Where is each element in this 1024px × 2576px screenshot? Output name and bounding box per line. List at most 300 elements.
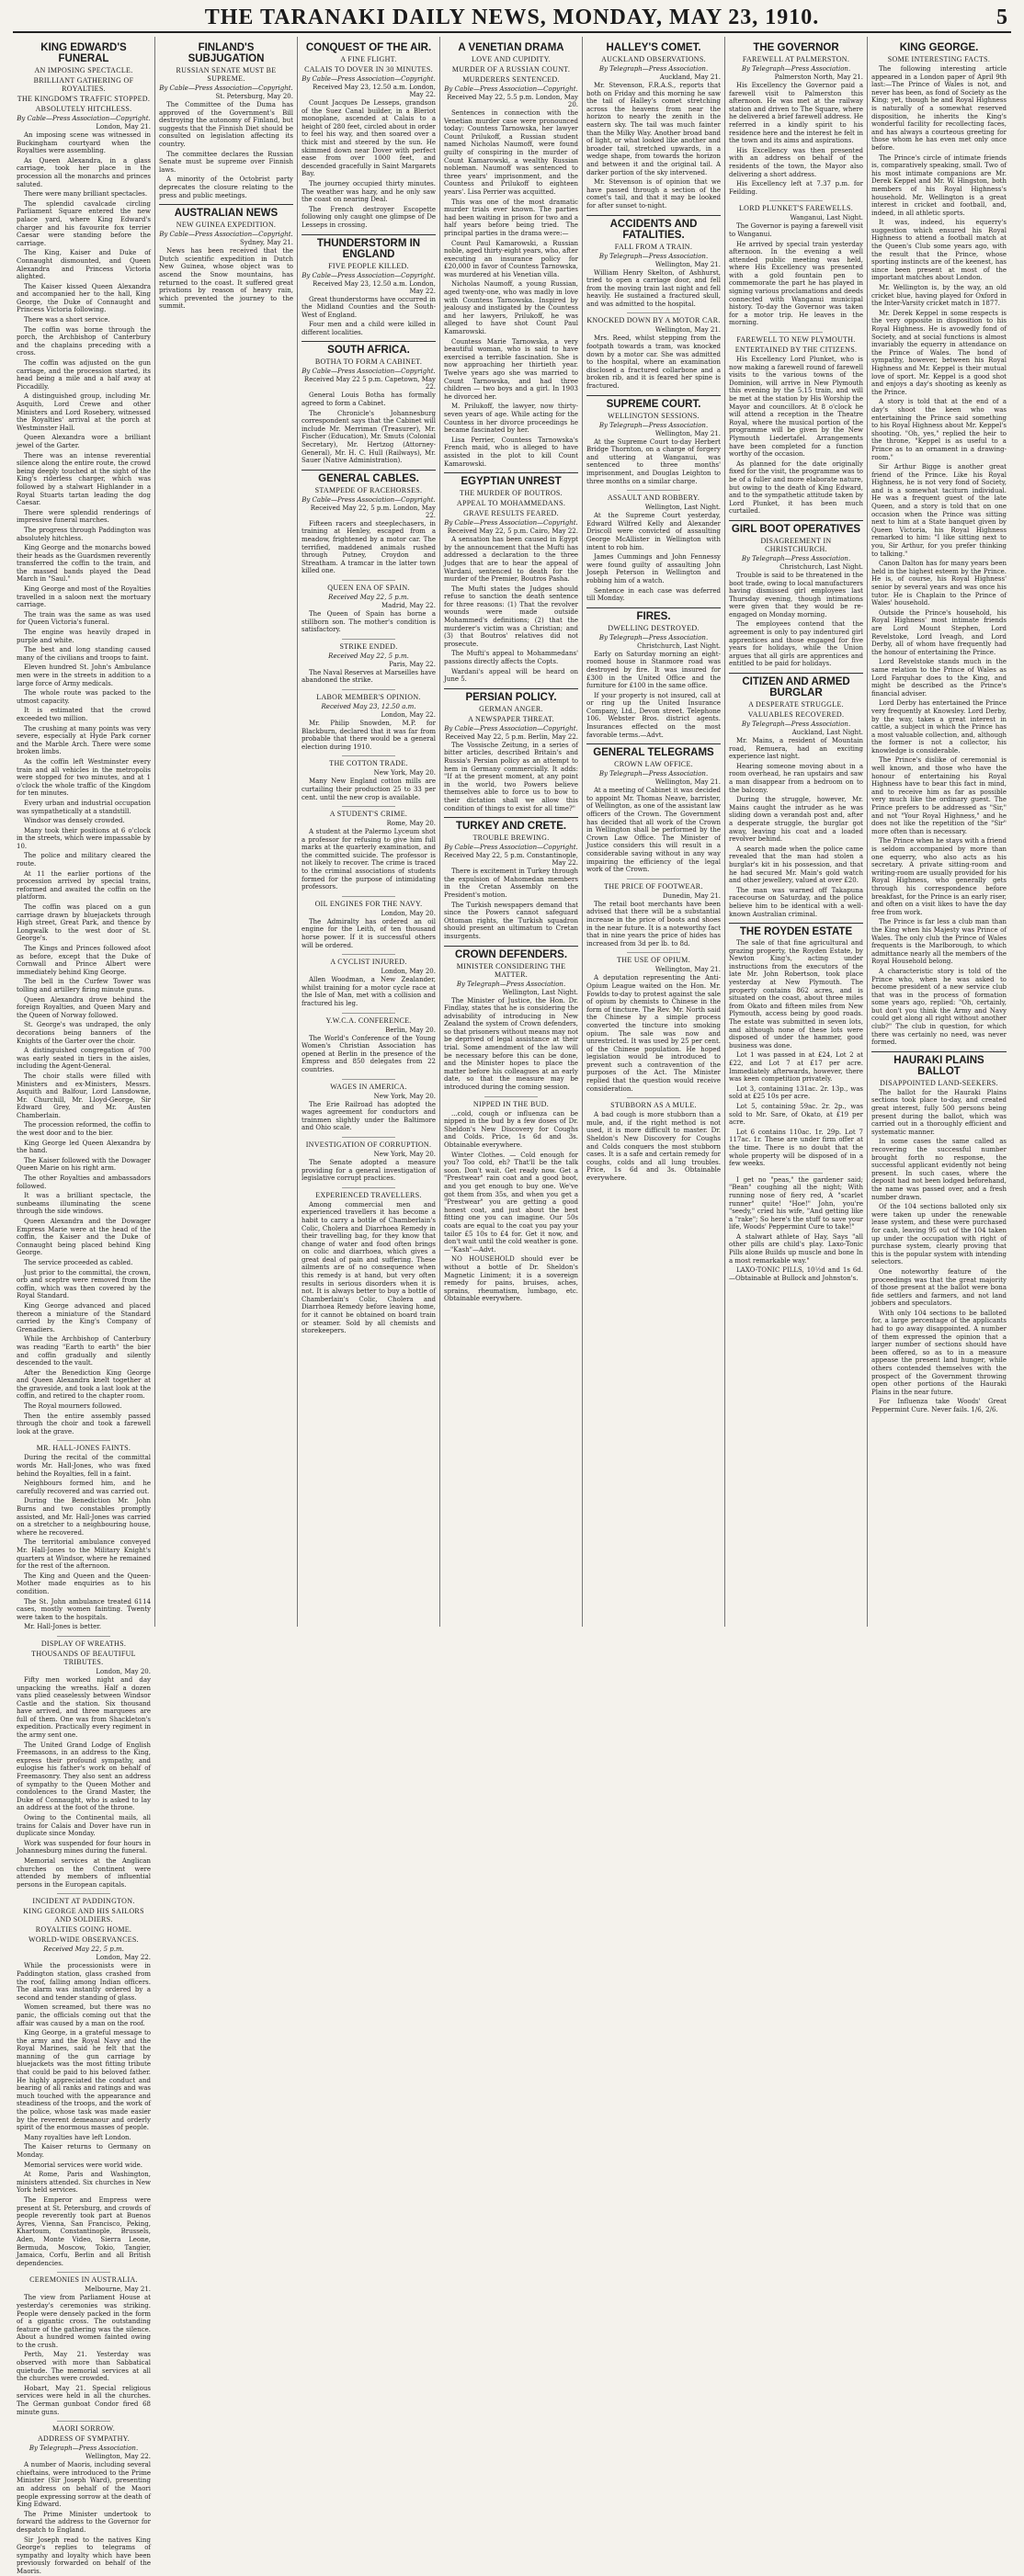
divider (769, 200, 823, 201)
divider (342, 954, 395, 955)
article-paragraph: The Governor is paying a farewell visit to Wanganui. (729, 222, 863, 238)
article-paragraph: M. Prilukoff, the lawyer, now thirty-seven years of age. While acting for the Countess in her divorce proceedings he became fascinated by her. (444, 403, 578, 435)
article-paragraph: I get no "peas," the gardener said; "Bean" coughing all the night; With running nose of fiery red, A "scarlet runner" quite! "Hoe!" John, you're "seedy," cried his wife, "And getting like a "rake"; So here's the stuff to save your life, Woods' Peppermint Cure to take!" (729, 1175, 863, 1231)
article-paragraph: The Naval Reserves at Marseilles have abandoned the strike. (302, 668, 436, 685)
article-byline: By Telegraph—Press Association. (598, 633, 709, 641)
article-subheading: SOME INTERESTING FACTS. (887, 55, 991, 63)
article-paragraph: He arrived by special train yesterday afternoon. In the evening a well attended public meeting was held, where His Excellency was presented with a gold fountain pen to commemorate the part he has played in signing various proclamations and deeds connected with Wanganui municipal history. To-day the Governor was taken for a motor trip. He leaves in the morning. (729, 240, 863, 327)
article (17, 1893, 151, 2267)
article-paragraph: Mrs. Reed, whilst stepping from the footpath towards a tram, was knocked down by a motor car. She was admitted to the hospital, where an examination disclosed a fractured collarbone and a broken rib, and it is feared her spine is fractured. (586, 335, 721, 391)
article (302, 639, 436, 685)
article-byline: By Cable—Press Association—Copyright. (444, 844, 578, 852)
article-paragraph: While the processionists were in Paddington station, glass crashed from the roof, falling among Indian officers. The alarm was instantly ordered by a second and tender standing of glass. (17, 1962, 151, 2002)
article-byline: By Cable—Press Association—Copyright. (302, 368, 436, 376)
divider (342, 755, 395, 756)
article-paragraph: NO HOUSEHOLD should ever be without a bottle of Dr. Sheldon's Magnetic Liniment; it is a sovereign remedy for pains, bruises, aches, sprains, rheumatism, lumbago, etc. Obtainable everywhere. (444, 1255, 578, 1303)
article-subheading: MURDERERS SENTENCED. (462, 75, 560, 84)
article-paragraph: One noteworthy feature of the proceedings was that the great majority of those present at the ballot were bona fide settlers and farmers, and not land jobbers and speculators. (871, 1267, 1007, 1308)
article-paragraph: A characteristic story is told of the Prince who, when he was asked to become president of a new service club that was in the process of formation some years ago, replied: "Oh, certainly, but don't you think the Army and Navy could get along all right without another club?" The club in question, for which there was certainly no need, was never formed. (871, 967, 1007, 1047)
divider (342, 1187, 395, 1188)
article-paragraph: The World's Conference of the Young Women's Christian Association has opened at Berlin in the presence of the Empress and 850 delegates from 22 countries. (302, 1034, 436, 1073)
article-paragraph: After the Benediction King George and Queen Alexandra knelt together at the graveside, and took a last look at the coffin, and retired to the chapter room. (17, 1368, 151, 1401)
article (586, 395, 721, 486)
article (444, 946, 578, 1092)
article (586, 40, 721, 210)
divider (769, 1173, 823, 1174)
article-byline: By Telegraph—Press Association. (598, 252, 709, 260)
article-subheading: AUCKLAND OBSERVATIONS. (601, 55, 706, 63)
article-dateline: Berlin, May 20. (385, 1026, 436, 1034)
article (444, 472, 578, 684)
article-paragraph: A story is told that at the end of a day's shoot the keen who was entertaining the Prince said something to his Royal Highness about Mr. Keppel's shooting. "Oh, yes," replied the heir to the throne, "Keppel is as useful to a Prince as to an ornament in a drawing-room." (871, 398, 1007, 461)
article-subheading: TROUBLE BREWING. (472, 834, 550, 843)
article-dateline: Wellington, May 21. (654, 326, 721, 335)
article-dateline: Wellington, May 22. (85, 2453, 151, 2461)
article-paragraph: The Prince when he stays with a friend is seldom accompanied by more than one equerry, who also acts as his secretary. A private sitting-room and writing-room are usually provided for his Royal Highness, who generally gets through his correspondence before breakfast, for the Prince is an early riser, and often on a visit likes to have the day free from work. (871, 837, 1007, 916)
article-headline: KING GEORGE. (899, 42, 979, 53)
article-paragraph: For Influenza take Woods' Great Peppermint Cure. Never fails. 1/6, 2/6. (871, 1398, 1007, 1413)
article-headline: HAURAKI PLAINS BALLOT (871, 1051, 1007, 1077)
article-paragraph: Then the entire assembly passed through the choir and took a farewell look at the grave. (17, 1412, 151, 1436)
article-dateline: Wellington, Last Night. (644, 504, 721, 512)
article-subheading: BOTHA TO FORM A CABINET. (314, 357, 423, 367)
article-paragraph: The Prime Minister undertook to forward the address to the Governor for despatch to England. (17, 2510, 151, 2534)
article (302, 689, 436, 751)
article (302, 40, 436, 230)
article-subheading: AN IMPOSING SPECTACLE. (34, 66, 133, 74)
article-paragraph: Many New England cotton mills are curtailing their production 25 to 33 per cent. until the new crop is available. (302, 777, 436, 801)
article-paragraph: During the Benediction Mr. John Burns and two constables promptly assisted, and Mr. Hall-Jones was carried on a stretcher to a neighbouring house, where he recovered. (17, 1497, 151, 1537)
article-paragraph: This was one of the most dramatic murder trials ever known. The parties had been waiting in prison for two and a half years before being tried. The principal parties in the drama were:— (444, 198, 578, 237)
article-paragraph: The crushing at many points was very severe, especially at Hyde Park corner and the Marble Arch. There were some broken limbs. (17, 724, 151, 756)
article-dateline: Wanganui, Last Night. (790, 214, 863, 222)
article-subheading: MR. HALL-JONES FAINTS. (36, 1444, 131, 1453)
newspaper-title: THE TARANAKI DAILY NEWS, MONDAY, MAY 23, 1910. (204, 6, 820, 29)
article-paragraph: Lot 5, containing 59ac. 2r. 2p., was sold to Mr. Sare, of Okato, at £19 per acre. (729, 1102, 863, 1127)
article (729, 1173, 863, 1283)
article-byline: By Telegraph—Press Association. (598, 65, 709, 73)
article-subheading: STUBBORN AS A MULE. (610, 1101, 697, 1110)
article-paragraph: The progress through Paddington was absolutely hitchless. (17, 526, 151, 542)
article-subheading: NIPPED IN THE BUD. (472, 1099, 550, 1108)
article-subheading: A DESPERATE STRUGGLE. (748, 700, 844, 709)
article-paragraph: King George and most of the Royalties travelled in a saloon next the mortuary carriage. (17, 585, 151, 609)
article-subheading: RUSSIAN SENATE MUST BE SUPREME. (176, 66, 277, 83)
article-subheading: DISPLAY OF WREATHS. (40, 1639, 127, 1648)
article-subheading: STRIKE ENDED. (339, 641, 398, 651)
article-paragraph: The Kaiser kissed Queen Alexandra and accompanied her to the hall, King George, the Duke of Connaught and Princess Victoria following. (17, 282, 151, 314)
article-subheading: LABOR MEMBER'S OPINION. (316, 692, 421, 701)
article-headline: A VENETIAN DRAMA (458, 42, 564, 53)
article-paragraph: Mr. Mains, a resident of Mountain road, Remuera, had an exciting experience last night. (729, 737, 863, 761)
article-paragraph: The service proceeded as cabled. (24, 1258, 133, 1266)
article-subheading: KNOCKED DOWN BY A MOTOR CAR. (586, 316, 721, 325)
article-paragraph: A distinguished congregation of 700 was early seated in tiers in the aisles, including the Agent-General. (17, 1047, 151, 1071)
article-subheading: A CYCLIST INJURED. (330, 958, 407, 967)
article-paragraph: The following interesting article appeared in a London paper of April 9th last:—The Prince of Wales is not, and never has been, as fond of Society as the King; yet, though he and Royal Highness is naturally of a somewhat reserved disposition, he inherits the King's wonderful facility for recollecting faces, and has always a courteous greeting for those whom he has even met only once before. (871, 65, 1007, 152)
article-subheading: NEW GUINEA EXPEDITION. (176, 221, 277, 230)
article-subheading: DISAGREEMENT IN CHRISTCHURCH. (760, 536, 832, 553)
news-column (868, 37, 1010, 1627)
article-paragraph: A minority of the Octobrist party deprecates the closure relating to the press and public meetings. (159, 176, 293, 199)
article-byline: By Cable—Press Association—Copyright. (444, 85, 578, 93)
article-paragraph: Lord Revelstoke stands much in the same relation to the Prince of Wales as Lord Farquhar does to the King, and might be described as the Prince's financial adviser. (871, 658, 1007, 698)
article-paragraph: The Prince is far less a club man than the King when his Majesty was Prince of Wales. The only club the Prince of Wales frequents is the Marlborough, to which admittance nearly all the members of the Royal Household belong. (871, 918, 1007, 966)
article-paragraph: Every urban and industrial occupation was sympathetically at a standstill. (17, 799, 151, 815)
article (17, 2272, 151, 2416)
article-paragraph: Hobart, May 21. Special religious services were held in all the churches. The German gunboat Condor fired 68 minute guns. (17, 2384, 151, 2416)
article-paragraph: Great thunderstorms have occurred in the Midland Counties and the South-West of England. (302, 295, 436, 319)
article-headline: THE GOVERNOR (753, 42, 839, 53)
news-column (440, 37, 583, 1627)
article-headline: THE ROYDEN ESTATE (729, 923, 863, 937)
article-headline: GIRL BOOT OPERATIVES (729, 520, 863, 535)
article-paragraph: The Mufti's appeal to Mohammedans' passions directly affects the Copts. (444, 650, 578, 666)
article-paragraph: Four men and a child were killed in different localities. (302, 321, 436, 336)
article-headline: AUSTRALIAN NEWS (159, 204, 293, 219)
article-dateline: Paris, May 22. (389, 660, 436, 668)
article-paragraph: There is excitement in Turkey through the expulsion of Mahomedan members in the Cretan Assembly on the President's motion. (444, 868, 578, 899)
article-paragraph: King George, in a grateful message to the army and the Royal Navy and the Royal Marines, said he felt that the manning of the gun carriage by bluejackets was the most fitting tribute that could be paid to his beloved father. He highly appreciated the conduct and bearing of all ranks and ratings and was much touched with the appearance and steadiness of the troops, and the work of the police, whose task was made easier by the reverent demeanour and orderly spirit of the enormous masses of people. (17, 2029, 151, 2132)
article-dateline: Auckland, Last Night. (791, 729, 863, 737)
article-dateline: New York, May 20. (373, 1150, 436, 1158)
article-paragraph: Windsor was densely crowded. (24, 817, 125, 825)
article-paragraph: Count Jacques De Lesseps, grandson of the Suez Canal builder, in a Bleriot monoplane, ascended at Calais to a height of 280 feet, circled about in order to feel his way, and then soared over a thick mist and steered by the sun. He skimmed down near Dover with perfect ease from over 1000 feet, and descended gracefully in Saint Margarets Bay. (302, 99, 436, 178)
article-headline: THUNDERSTORM IN ENGLAND (302, 234, 436, 260)
article-paragraph: If your property is not insured, call at or ring up the United Insurance Company, Ltd., Devon street. Telephone 106. Webster Bros. district agents. Insurances effected on the most favorable terms.—Advt. (586, 691, 721, 739)
article (586, 1097, 721, 1182)
article-paragraph: Outside the Prince's household, his Royal Highness' most intimate friends are Lord Mount Stephen, Lord Revelstoke, Lord Iveagh, and Lord Derby, all of whom have frequently had the honour of entertaining the Prince. (871, 608, 1007, 656)
article-paragraph: The journey occupied thirty minutes. The weather was hazy, and he only saw the coast on nearing Deal. (302, 179, 436, 204)
article (729, 200, 863, 327)
article-byline: By Telegraph—Press Association. (598, 770, 709, 778)
article-paragraph: The Prince's circle of intimate friends is, comparatively speaking, small. Two of his most intimate companions are Mr. Derek Keppel and Mr. W. Hingston, both members of his Royal Highness's household. Mr. Wellington is a great interest in cricket and football, and, indeed, in all athletic sports. (871, 153, 1007, 217)
article-paragraph: His Excellency was then presented with an address on behalf of the residents of the town, the Mayor also delivering a short address. (729, 146, 863, 178)
article (302, 896, 436, 949)
article-paragraph: While the Archbishop of Canterbury was reading "Earth to earth" the bier and coffin gradually and silently descended to the vault. (17, 1335, 151, 1367)
article (302, 1187, 436, 1335)
article-paragraph: Early on Saturday morning an eight-roomed house in Stanmore road was destroyed by fire. It was insured for £300 in the United Office and the furniture for £100 in the same office. (586, 650, 721, 690)
article-byline: By Cable—Press Association—Copyright. (159, 231, 293, 239)
article-paragraph: A sensation has been caused in Egypt by the announcement that the Mufti has addressed a declaration to the three Judges that are to hear the appeal of Wardani, sentenced to death for the murder of the Premier, Boutros Pasha. (444, 536, 578, 584)
article-paragraph: With only 104 sections to be balloted for, a large percentage of the applicants had to go away disappointed. A number of them expressed the opinion that a larger number of sections should have been offered, so as to in a measure appease the present land hunger, while others contended themselves with the prospect of the Government throwing open other portions of the Hauraki Plains in the near future. (871, 1309, 1007, 1396)
divider (627, 312, 680, 313)
article-headline: GENERAL TELEGRAMS (586, 743, 721, 758)
article-subheading: CEREMONIES IN AUSTRALIA. (29, 2275, 138, 2285)
article-paragraph: Trouble is said to be threatened in the boot trade, owing to local manufacturers having dismissed girl employees last Thursday evening, though intimations were given that they would be re-engaged on Monday morning. (729, 571, 863, 618)
article (302, 1013, 436, 1074)
article-paragraph: Just prior to the committal, the crown, orb and sceptre were removed from the coffin, which was then covered by the Royal Standard. (17, 1268, 151, 1300)
article-subheading: MURDER OF A RUSSIAN COUNT. (451, 65, 571, 74)
article-byline: By Cable—Press Association—Copyright. (302, 271, 436, 279)
article-paragraph: St. George's was undraped, the only decorations being banners of the Knights of the Garter over the choir. (17, 1021, 151, 1045)
article-paragraph: The retail boot merchants have been advised that there will be a substantial increase in the price of boots and shoes in the near future. It is a noteworthy fact that in nine years the price of hides has increased from 3d per lb. to 8d. (586, 900, 721, 948)
article-subheading: ROYALTIES GOING HOME. (35, 1925, 132, 1935)
article-paragraph: The coffin was adjusted on the gun carriage, and the procession started, its head being a mile and a half away at Piccadilly. (17, 359, 151, 391)
article (17, 40, 151, 1436)
article (586, 879, 721, 948)
article (159, 204, 293, 311)
article-paragraph: His Excellency the Governor paid a farewell visit to Palmerston this afternoon. He was met at the railway station and driven to The Square, where he delivered a brief farewell address. He referred in a kindly spirit to his residence here and the interest he felt in the town and its aims and aspirations. (729, 82, 863, 145)
article-subheading: MINISTER CONSIDERING THE MATTER. (456, 961, 566, 979)
divider (342, 639, 395, 640)
article-paragraph: King George led Queen Alexandra by the hand. (17, 1139, 151, 1155)
article-headline: SUPREME COURT. (586, 395, 721, 410)
divider (57, 1636, 110, 1637)
article-paragraph: It was, indeed, his equerry's suggestion which ensured his Royal Highness to attend a football match at the Queen's Club some years ago, with the result that the Prince, whose sporting instincts are of the keenest, has since been present at most of the important matches about London. (871, 219, 1007, 282)
divider (342, 689, 395, 690)
article-paragraph: In some cases the same called as recovering the successful number brought forth no response, the successful applicant evidently not being present. In such cases, where the deposit had not been lodged beforehand, the name was passed over, and a fresh number drawn. (871, 1138, 1007, 1201)
divider (342, 1137, 395, 1138)
article-subheading: FAREWELL AT PALMERSTON. (742, 55, 850, 63)
article (586, 952, 721, 1093)
article-paragraph: The Queen of Spain has borne a stillborn son. The mother's condition is satisfactory. (302, 609, 436, 634)
article (302, 580, 436, 634)
article-paragraph: A search made when the police came revealed that the man had stolen a burglar's kit in his possession, and that he had secured Mr. Main's gold watch and other jewellery, valued at over £20. (729, 845, 863, 885)
article-paragraph: Among commercial men and experienced travellers it has become a habit to carry a bottle of Chamberlain's Colic, Cholera and Diarrhoea Remedy in their travelling bag, for they know that change of water and food often brings on colic and diarrhoea, which gives a great deal of pain and suffering. These ailments are of no consequence when this remedy is at hand, but very often results in serious disorders when it is not. It is always better to buy a bottle of Chamberlain's Colic, Cholera and Diarrhoea Remedy before leaving home, for it cannot be obtained on board train or steamer. Sold by all chemists and storekeepers. (302, 1200, 436, 1335)
article-paragraph: It is estimated that the crowd exceeded two million. (17, 707, 151, 722)
article-paragraph: There were splendid renderings of impressive funeral marches. (17, 508, 151, 525)
article-subheading: INCIDENT AT PADDINGTON. (32, 1897, 135, 1906)
article-paragraph: The Mufti states the Judges should refuse to sanction the death sentence for three reasons: (1) That the revolver wounds were made outside Mohammed's definitions; (2) that the murderer's victim was a Christian; and (3) that Boutros' relatives did not prosecute. (444, 584, 578, 648)
article-paragraph: The engine was heavily draped in purple and white. (17, 629, 151, 644)
article-subheading: WELLINGTON SESSIONS. (608, 411, 700, 420)
article-subheading: ADDRESS OF SYMPATHY. (37, 2434, 131, 2444)
article-paragraph: Of the 104 sections balloted only six were taken up under the renewable lease system, and these were purchased for cash, leaving 95 out of the 104 taken up under the occupation with right of purchase system, clearly proving that this is the popular system with intending selectors. (871, 1203, 1007, 1266)
article-paragraph: At 11 the earlier portions of the procession arrived by special trains, reformed and awaited the coffin on the platform. (17, 869, 151, 902)
divider (57, 1440, 110, 1441)
article-paragraph: The Kings and Princes followed afoot as before, except that the Duke of Cornwall and Prince Albert were immediately behind King George. (17, 945, 151, 976)
article-subheading: EXPERIENCED TRAVELLERS. (315, 1190, 422, 1199)
article-headline: CITIZEN AND ARMED BURGLAR (729, 673, 863, 698)
article-paragraph: There was an intense reverential silence along the entire route, the crowd being deeply touched at the sight of the King's riderless charger, which was followed by a stalwart Highlander in a Royal Stuarts tartan leading the dog Caesar. (17, 451, 151, 507)
article-dateline: London, May 22. (96, 1954, 151, 1962)
article-paragraph: Queen Alexandra wore a brilliant jewel of the Garter. (17, 434, 151, 449)
news-column (725, 37, 868, 1627)
article-paragraph: General Louis Botha has formally agreed to form a Cabinet. (302, 392, 436, 408)
article-paragraph: The procession reformed, the coffin to the west door and to the bier. (17, 1121, 151, 1138)
article-paragraph: King George advanced and placed thereon a miniature of the Standard carried by the King's Company of Grenadiers. (17, 1301, 151, 1333)
article-byline: By Telegraph—Press Association. (28, 2445, 139, 2453)
article-paragraph: During the struggle, however, Mr. Mains caught the intruder as he was sliding down a verandah post and, after a desperate struggle, the burglar got away, leaving his coat and a loaded revolver behind. (729, 796, 863, 844)
article-paragraph: Owing to the Continental mails, all trains for Calais and Dover have run in duplicate since Monday. (17, 1814, 151, 1838)
article-dateline: Sydney, May 21. (239, 239, 293, 247)
news-column (13, 37, 155, 2575)
article-headline: KING EDWARD'S FUNERAL (40, 42, 127, 64)
divider (57, 2272, 110, 2273)
article (444, 40, 578, 468)
article-byline: By Telegraph—Press Association. (741, 554, 851, 562)
article-paragraph: The whole route was packed to the utmost capacity. (17, 689, 151, 705)
article (302, 470, 436, 575)
article-headline: ACCIDENTS AND FATALITIES. (586, 215, 721, 241)
article-dateline: London, May 21. (96, 123, 151, 131)
article-paragraph: The Royal mourners followed. (24, 1402, 122, 1411)
article-byline: Received May 22, 5 p.m. (328, 593, 409, 601)
article-paragraph: Memorial services at the Anglican churches on the Continent were attended by members of influential persons in the European capitals. (17, 1856, 151, 1889)
article (586, 312, 721, 390)
article-headline: HALLEY'S COMET. (606, 42, 701, 53)
article-subheading: ABSOLUTELY HITCHLESS. (35, 105, 132, 113)
divider (627, 1097, 680, 1098)
article-paragraph: Queen Alexandra and the Dowager Empress Marie were at the head of the coffin, the Kaiser and the Duke of Connaught being placed behind King George. (17, 1218, 151, 1257)
article-dateline: St. Petersburg, May 20. (215, 93, 293, 100)
article-headline: EGYPTIAN UNREST (444, 472, 578, 487)
article-subheading: FAREWELL TO NEW PLYMOUTH. (736, 335, 856, 345)
article-subheading: GRAVE RESULTS FEARED. (463, 509, 559, 518)
article (586, 490, 721, 603)
article-dateline: Christchurch, Last Night. (637, 641, 721, 650)
article-paragraph: Wardani's appeal will be heard on June 5. (444, 667, 578, 684)
article-paragraph: The Kaiser followed with the Dowager Queen Marie on his right arm. (17, 1156, 151, 1173)
article-subheading: INVESTIGATION OF CORRUPTION. (305, 1140, 432, 1149)
article-paragraph: The St. John ambulance treated 6114 cases, mostly women fainting. Twenty were taken to the hospitals. (17, 1597, 151, 1621)
article-paragraph: At the Supreme Court yesterday, Edward Wilfred Kelly and Alexander Driscoll were convicted of assaulting George McAllister in Wellington with intent to rob him. (586, 512, 721, 551)
article-byline: Received May 22, 5 p.m. (43, 1946, 124, 1954)
article-paragraph: The territorial ambulance conveyed Mr. Hall-Jones to the Military Knight's quarters at Windsor, where he remained for the rest of the afternoon. (17, 1538, 151, 1571)
article-subheading: QUEEN ENA OF SPAIN. (327, 583, 410, 592)
article-paragraph: William Henry Skelton, of Ashhurst, tried to open a carriage door, and fell from the moving train last night and fell heavily. He sustained a fractured skull, and was admitted to the hospital. (586, 268, 721, 308)
article-subheading: CROWN LAW OFFICE. (614, 760, 693, 769)
article-paragraph: The Prince's dislike of ceremonial is well known, and those who have the honour of entertaining his Royal Highness have to bear this fact in mind, and to receive him as far as possible very much like the ordinary guest. The Prince prefers to be addressed as "Sir," and not "Your Royal Highness," and he does not like the repetition of the "Sir" more often than is necessary. (871, 756, 1007, 835)
article-paragraph: A bad cough is more stubborn than a mule, and, if the right method is not used, it is more difficult to master. Dr. Sheldon's New Discovery for Coughs and Colds conquers the most stubborn cases. It is a safe and certain remedy for coughs, colds and all lung troubles. Price, 1s 6d and 3s. Obtainable everywhere. (586, 1111, 721, 1182)
article-subheading: THE USE OF OPIUM. (617, 956, 690, 965)
article-subheading: FALL FROM A TRAIN. (614, 242, 693, 251)
article-paragraph: As planned for the date originally fixed for the visit, the programme was to be of a fuller and more elaborate nature, but owing to the death of King Edward, and to the sympathetic attitude taken by Lord Plunket, it has been much curtailed. (729, 460, 863, 516)
article-paragraph: A number of Maoris, including several chieftains, were introduced to the Prime Minister (Sir Joseph Ward), presenting an address on behalf of the Maori people expressing sorrow at the death of King Edward. (17, 2461, 151, 2509)
article-dateline: Wellington, May 21. (654, 778, 721, 787)
article-headline: GENERAL CABLES. (302, 470, 436, 484)
article-paragraph: Many royalties have left London. (24, 2133, 131, 2141)
article-dateline: Received May 22, 5.5 p.m. London, May 20. (447, 94, 578, 108)
article-dateline: Christchurch, Last Night. (779, 562, 863, 571)
article-paragraph: The United Grand Lodge of English Freemasons, in an address to the King, express their profound sympathy, and eulogise his father's work on behalf of Freemasonry. They also sent an address of sympathy to the Queen Mother and condolences to the Grand Master, the Duke of Connaught, who is asked to lay an address at the foot of the throne. (17, 1741, 151, 1812)
article-paragraph: As the coffin left Westminster every train and all vehicles in the metropolis were stopped for two minutes, and at 1 o'clock the whole traffic of the Kingdom for ten minutes. (17, 757, 151, 798)
article-dateline: Received May 22, 5 p.m. London, May 22. (310, 504, 436, 519)
article-paragraph: The coffin was placed on a gun carriage drawn by bluejackets through High street, Great Park, and thence by Longwalk to the west door of St. George's. (17, 903, 151, 943)
article (729, 923, 863, 1168)
article (871, 1051, 1007, 1414)
article (302, 806, 436, 891)
divider (342, 1079, 395, 1080)
article-paragraph: Neighbours formed him, and he carefully recovered and was carried out. (17, 1480, 151, 1495)
article-paragraph: Lot 3, containing 131ac. 2r. 13p., was sold at £25 10s per acre. (729, 1084, 863, 1101)
article-subheading: GERMAN ANGER. (479, 704, 543, 713)
article-paragraph: The Erie Railroad has adopted the wages agreement for conductors and trainmen slightly under the Baltimore and Ohio scale. (302, 1100, 436, 1132)
article-paragraph: Sir Joseph read to the natives King George's replies to telegrams of sympathy and loyalty which have been previously forwarded on behalf of the Maoris. (17, 2536, 151, 2575)
article-subheading: Y.W.C.A. CONFERENCE. (325, 1016, 412, 1025)
article-paragraph: The Turkish newspapers demand that since the Powers cannot safeguard Ottoman rights, the Turkish squadron should present an ultimatum to Cretan insurgents. (444, 901, 578, 940)
article-paragraph: The Senate adopted a measure providing for a general investigation of legislative corrupt practices. (302, 1158, 436, 1183)
article-paragraph: Sentence in each case was deferred till Monday. (586, 586, 721, 603)
article-subheading: A STUDENT'S CRIME. (329, 810, 408, 819)
article-paragraph: Mr. Stevenson is of opinion that we have passed through a section of the comet's tail, and that it may be looked for after sunset to-night. (586, 178, 721, 210)
article-paragraph: The bell in the Curfew Tower was tolling and artillery firing minute guns. (17, 978, 151, 993)
article-paragraph: Mr. Hall-Jones is better. (24, 1623, 102, 1631)
article-byline: By Telegraph—Press Association. (598, 421, 709, 429)
article (17, 1440, 151, 1630)
article-dateline: Auckland, May 21. (659, 74, 721, 81)
article-headline: SOUTH AFRICA. (302, 341, 436, 356)
article-paragraph: James Cummings and John Fennessy were found guilty of assaulting John Joseph Peterson in Wellington and robbing him of a watch. (586, 553, 721, 584)
article-paragraph: His Excellency left at 7.37 p.m. for Feilding. (729, 180, 863, 196)
article-dateline: Received May 22 5 p.m. Capetown, May 22. (303, 376, 436, 392)
article-byline: By Cable—Press Association—Copyright. (17, 115, 151, 122)
divider (342, 580, 395, 581)
article-paragraph: Fifteen racers and steeplechasers, in training at Henley, escaped from a meadow, frightened by a motor car. The terrified, maddened animals rushed through Putney, Croydon and Streatham. A tramcar in the latter town killed one. (302, 519, 436, 575)
divider (627, 952, 680, 953)
masthead (13, 4, 1011, 33)
article-paragraph: Mr. Derek Keppel in some respects is the very opposite in disposition to his Royal Highness. He is avowedly fond of Society, and at social functions is almost invariably the equerry in attendance on the Prince of Wales. The bond of sympathy, however, between his Royal Highness and Mr. Keppel is their mutual love of sport. Mr. Keppel is a good shot and enjoys a day's shooting as keenly as the Prince. (871, 309, 1007, 396)
article-headline: TURKEY AND CRETE. (444, 817, 578, 832)
article-dateline: London, May 20. (381, 909, 436, 917)
article-dateline: Wellington, May 21. (654, 260, 721, 268)
article (302, 341, 436, 464)
article-paragraph: The employees contend that the agreement is only to pay indentured girl apprentices and those engaged for five years for holidays, while the Union argues that all girls are apprentices and entitled to be paid for holidays. (729, 620, 863, 668)
article-paragraph: ...cold, cough or influenza can be nipped in the bud by a few doses of Dr. Sheldon's New Discovery for Coughs and Colds. Price, 1s 6d and 3s. Obtainable everywhere. (444, 1109, 578, 1149)
article-paragraph: At Rome, Paris and Washington, ministers attended. Six churches in New York held services. (17, 2171, 151, 2195)
article-subheading: THE COTTON TRADE. (329, 759, 408, 768)
article-subheading: KING GEORGE AND HIS SAILORS AND SOLDIERS. (23, 1907, 144, 1924)
divider (769, 332, 823, 333)
article-paragraph: Queen Alexandra drove behind the foreign Royalties, and Queen Mary and the Queen of Norway followed. (17, 995, 151, 1019)
article (302, 1079, 436, 1132)
article (586, 607, 721, 740)
article-byline: By Cable—Press Association—Copyright. (444, 519, 578, 528)
divider (627, 490, 680, 491)
article-subheading: OIL ENGINES FOR THE NAVY. (314, 899, 423, 908)
article-byline: By Cable—Press Association—Copyright. (302, 75, 436, 83)
divider (484, 1096, 538, 1097)
article-paragraph: An imposing scene was witnessed in Buckingham courtyard when the Royalties were assembling. (17, 131, 151, 155)
article-paragraph: Sentences in connection with the Venetian murder case were pronounced today: Countess Tarnowska, her lawyer Count Prilukoff, a Russian student named Nicholas Naumoff, were found guilty of conspiring in the murder of Count Kamarowski, a wealthy Russian nobleman. Naumoff was sentenced to three years' imprisonment, and the Countess and Prilukoff to eighteen years'. Lisa Perrier was acquitted. (444, 109, 578, 196)
article-dateline: Madrid, May 22. (381, 601, 436, 609)
article-paragraph: Mr. Wellington is, by the way, an old cricket blue, having played for Oxford in the Inter-Varsity cricket match in 1877. (871, 284, 1007, 308)
article-dateline: New York, May 20. (373, 769, 436, 777)
article-subheading: WAGES IN AMERICA. (330, 1082, 407, 1091)
article-paragraph: Lisa Perrier, Countess Tarnowska's French maid, who is alleged to have assisted in the plot to kill Count Kamarowski. (444, 436, 578, 468)
article-paragraph: The best and long standing caused many of the civilians and troops to faint. (17, 646, 151, 662)
news-column (298, 37, 440, 1627)
article (729, 332, 863, 516)
article (17, 1636, 151, 1889)
divider (57, 1893, 110, 1894)
article-dateline: London, May 22. (381, 710, 436, 719)
article-subheading: MAORI SORROW. (51, 2424, 116, 2434)
page-number: 5 (996, 6, 1007, 29)
article-paragraph: The coffin was borne through the porch, the Archbishop of Canterbury and the chaplains preceding with a cross. (17, 325, 151, 357)
divider (342, 806, 395, 807)
article-paragraph: The King and Queen and the Queen-Mother made enquiries as to his condition. (17, 1572, 151, 1595)
article-dateline: London, May 20. (96, 1667, 151, 1675)
article-byline: By Telegraph—Press Association. (456, 980, 566, 988)
article (302, 234, 436, 337)
article-subheading: WORLD-WIDE OBSERVANCES. (28, 1935, 139, 1945)
article-paragraph: The committee declares the Russian Senate must be supreme over Finnish laws. (159, 150, 293, 174)
article-paragraph: There was a short service. (24, 316, 110, 324)
article-paragraph: Work was suspended for four hours in Johannesburg mines during the funeral. (17, 1839, 151, 1855)
article-paragraph: Nicholas Naumoff, a young Russian, aged twenty-one, who was madly in love with Countess Tarnowska. Inspired by jealousy and instigated by the Countess and her lawyers, Prilukoff, he was alleged to have shot Count Paul Kamarowski. (444, 280, 578, 336)
article-headline: CONQUEST OF THE AIR. (305, 42, 432, 53)
article-paragraph: The Vossische Zeitung, in a series of bitter articles, described Britain's and Russia's Persian policy as an attempt to hem in Germany commercially. It adds: "If at the present moment, at any point in the world, two Powers believe themselves able to force us to bow to their dictation shall we allow this condition of things to exist for all time?" (444, 741, 578, 812)
article-dateline: Received May 22, 5 p.m. Cairo, May 22. (447, 528, 578, 536)
article-paragraph: The Minister of Justice, the Hon. Dr. Findlay, states that he is considering the advisability of introducing in New Zealand the system of Crown defenders, so that prisoners without means may not be deprived of legal assistance at their trial. Some amendment of the law will be necessary before this can be done, and the Minister hopes to place the matter before his colleagues at an early date, so that the measure may be introduced during the coming session. (444, 996, 578, 1092)
article-paragraph: Lot 1 was passed in at £24, Lot 2 at £22, and Lot 7 at £17 per acre. Immediately afterwards, however, there was keen competition privately. (729, 1051, 863, 1084)
article (729, 40, 863, 196)
article-paragraph: Many took their positions at 6 o'clock in the streets, which were impassable by 10. (17, 826, 151, 850)
article (586, 215, 721, 309)
article-subheading: A NEWSPAPER THREAT. (468, 714, 554, 723)
